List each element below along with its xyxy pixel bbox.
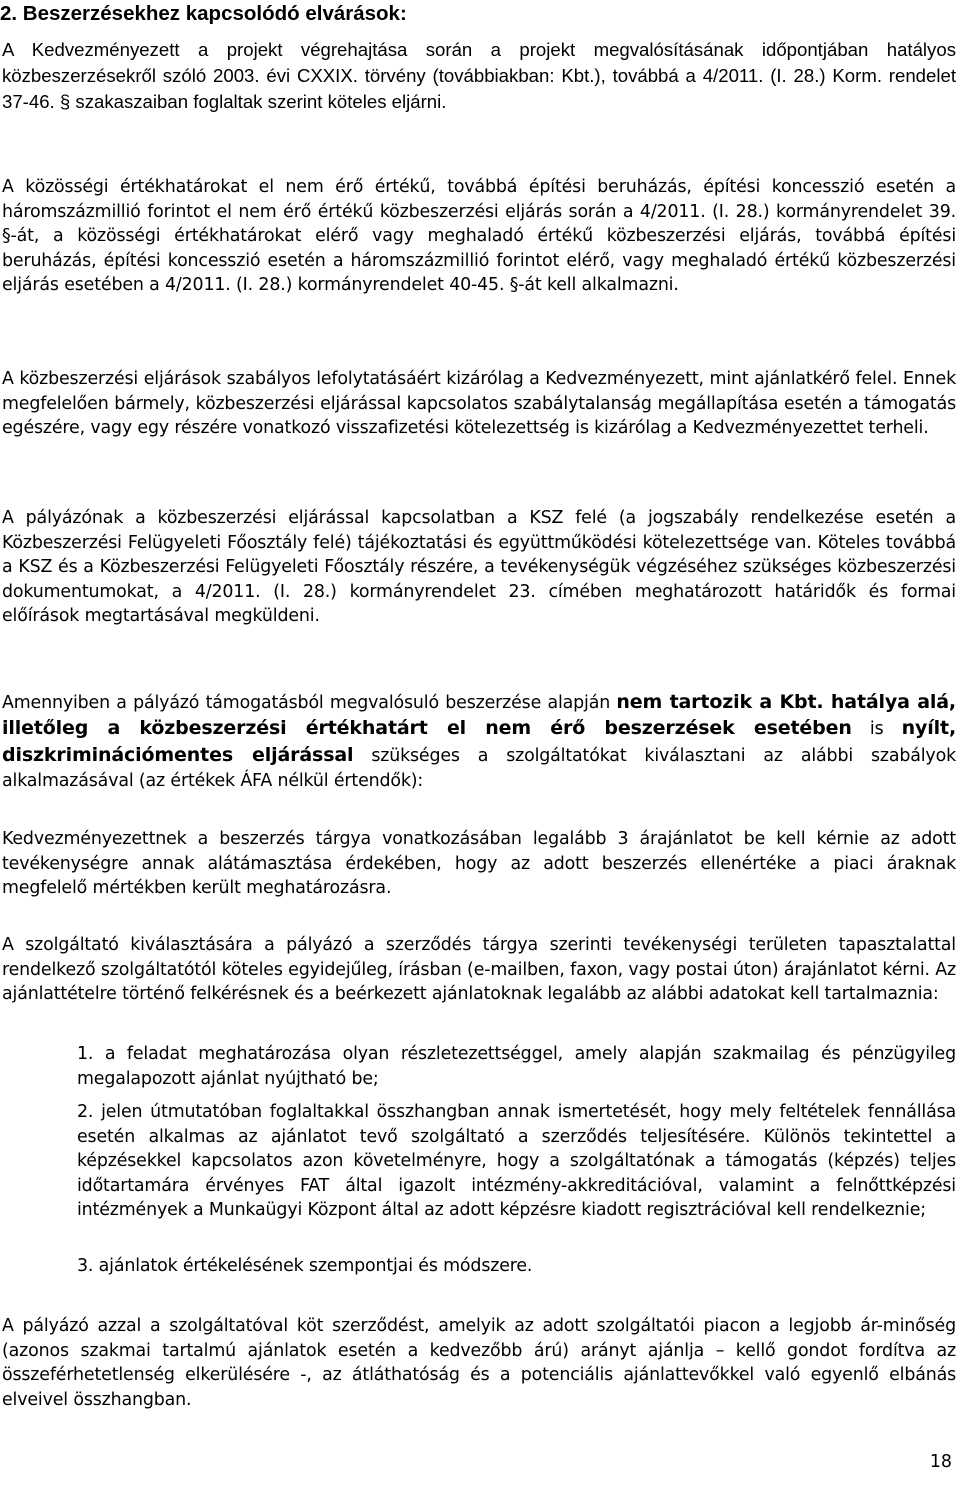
p5-text-c: is [851, 719, 902, 740]
list-item-conditions: 2. jelen útmutatóban foglaltakkal összhangban annak ismertetését, hogy mely feltételek fennállása esetén alkalmas az ajánlatot tevő szolgáltató a szerződés teljesítésére. Különös tekintettel a képzésekkel kapcsolatos azon követelményre, hogy a szolgáltatónak a támogatás (képzés) teljes időtartamára érvényes FAT által igazolt intézmény-akkreditációval, valamint a felnőttképzési intézmények a Munkaügyi Központ által az adott képzésre kiadott regisztrációval kell rendelkeznie; [77, 1102, 956, 1221]
list-item-evaluation: 3. ajánlatok értékelésének szempontjai és módszere. [77, 1256, 533, 1276]
p5-bold-procedure: nyílt, diszkriminációmentes eljárással [2, 717, 957, 766]
paragraph-legal-basis: A Kedvezményezett a projekt végrehajtása során a projekt megvalósításának időpontjában hatályos közbeszerzésekről szóló 2003. évi CXXIX. törvény (továbbiakban: Kbt.), továbbá a 4/2011. (I. 28.) Korm. rendelet 37-46. § szakaszaiban foglaltak szerint köteles eljárni. [2, 39, 956, 112]
paragraph-three-quotes: Kedvezményezettnek a beszerzés tárgya vonatkozásában legalább 3 árajánlatot be kell kérnie az adott tevékenységre annak alátámasztása érdekében, hogy az adott beszerzés ellenértéke a piaci áraknak megfelelő mértékben került meghatározásra. [2, 829, 956, 899]
paragraph-responsibility: A közbeszerzési eljárások szabályos lefolytatásáért kizárólag a Kedvezményezett, mint ajánlatkérő felel. Ennek megfelelően bármely, közbeszerzési eljárással kapcsolatos szabálytalanság megállapítása esetén a támogatás egészére, vagy egy részére vonatkozó visszafizetési kötelezettség is kizárólag a Kedvezményezettet terheli. [2, 369, 956, 439]
list-item-task-definition: 1. a feladat meghatározása olyan részletezettséggel, amely alapján szakmailag és pénzügyileg megalapozott ajánlat nyújtható be; [77, 1044, 956, 1089]
paragraph-open-procedure [2, 690, 956, 795]
paragraph-cooperation: A pályázónak a közbeszerzési eljárással kapcsolatban a KSZ felé (a jogszabály rendelkezése esetén a Közbeszerzési Felügyeleti Főosztály felé) tájékoztatási és együttműködési kötelezettsége van. Köteles továbbá a KSZ és a Közbeszerzési Felügyeleti Főosztály részére, a tevékenységük végzéséhez szükséges közbeszerzési dokumentumokat, a 4/2011. (I. 28.) kormányrendelet 23. címében meghatározott határidők és formai előírások megtartásával megküldeni. [2, 508, 956, 627]
p5-text-e: szükséges a szolgáltatókat kiválasztani az alábbi szabályok alkalmazásával (az értékek ÁFA nélkül értendők): [2, 745, 956, 792]
paragraph-supplier-selection: A szolgáltató kiválasztására a pályázó a szerződés tárgya szerinti tevékenységi területen tapasztalattal rendelkező szolgáltatótól köteles egyidejűleg, írásban (e-mailben, faxon, vagy postai úton) árajánlatot kérni. Az ajánlattételre történő felkérésnek és a beérkezett ajánlatoknak legalább az alábbi adatokat kell tartalmaznia: [2, 935, 956, 1005]
p5-bold-scope: nem tartozik a Kbt. hatálya alá, illetőleg a közbeszerzési értékhatárt el nem érő beszerzések esetében [2, 691, 956, 740]
p5-text-a: Amennyiben a pályázó támogatásból megvalósuló beszerzése alapján [2, 693, 617, 713]
paragraph-contract: A pályázó azzal a szolgáltatóval köt szerződést, amelyik az adott szolgáltatói piacon a legjobb ár-minőség (azonos szakmai tartalmú ajánlatok esetén a kedvezőbb árú) arányt ajánlja – kellő gondot fordítva az összeférhetetlenség elkerülésére -, az átláthatóság és a potenciális ajánlattevőkkel való egyenlő elbánás elveivel összhangban. [2, 1316, 956, 1410]
paragraph-value-thresholds: A közösségi értékhatárokat el nem érő értékű, továbbá építési beruházás, építési koncesszió esetén a háromszázmillió forintot el nem érő értékű közbeszerzési eljárás során a 4/2011. (I. 28.) kormányrendelet 39. §-át, a közösségi értékhatárokat elérő vagy meghaladó értékű közbeszerzési eljárás, továbbá építési beruházás, építési koncesszió esetén a háromszázmillió forintot elérő, vagy meghaladó értékű közbeszerzési eljárás esetében a 4/2011. (I. 28.) kormányrendelet 40-45. §-át kell alkalmazni. [2, 177, 956, 296]
page-number: 18 [929, 1452, 952, 1472]
section-heading: 2. Beszerzésekhez kapcsolódó elvárások: [0, 2, 407, 25]
